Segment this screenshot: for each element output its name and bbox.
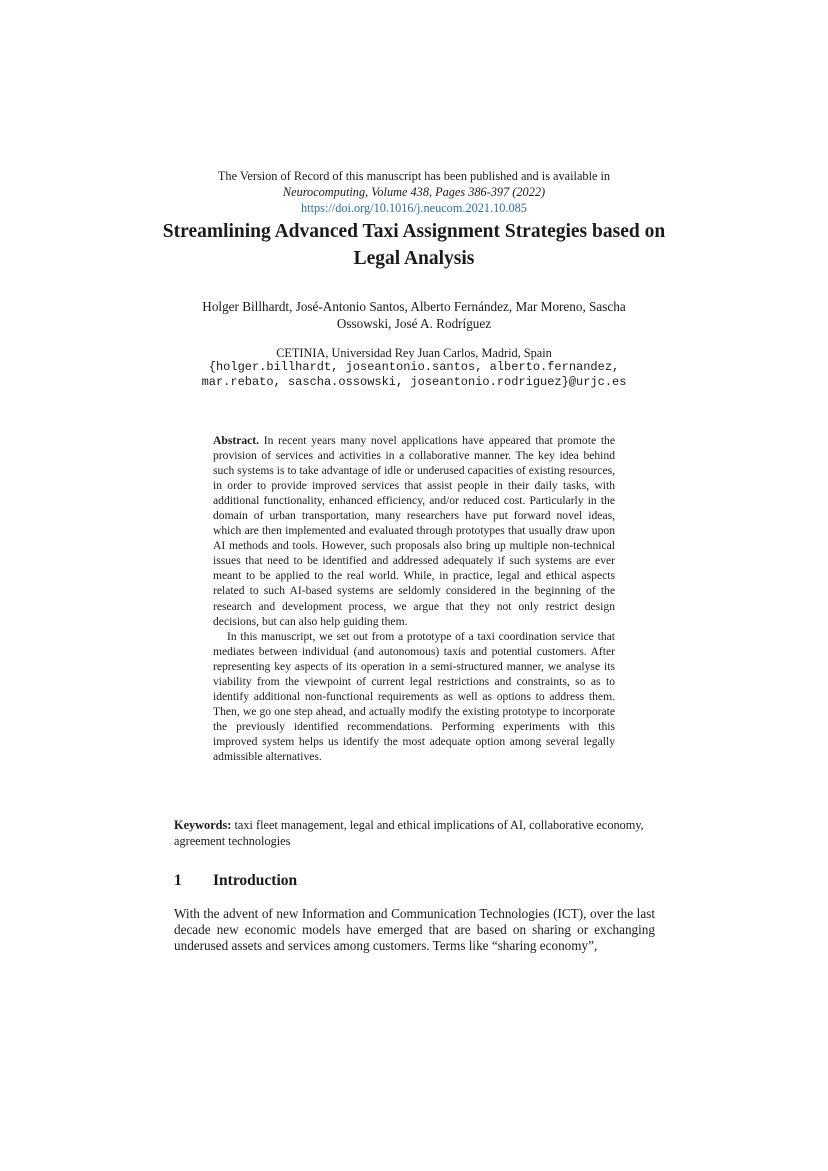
journal-reference: Neurocomputing, Volume 438, Pages 386-397 (2022) xyxy=(282,185,546,199)
keywords xyxy=(174,817,655,849)
publication-notice: The Version of Record of this manuscript has been published and is available in xyxy=(217,169,611,183)
doi-link[interactable]: https://doi.org/10.1016/j.neucom.2021.10.085 xyxy=(301,201,527,215)
keywords-label: Keywords: xyxy=(174,818,232,832)
abstract-paragraph-2: In this manuscript, we set out from a prototype of a taxi coordination service that mediates between individual (and autonomous) taxis and potential customers. After representing key aspects of its operation in a semi-structured manner, we analyse its viability from the viewpoint of current legal restrictions and constraints, so as to identify additional non-functional requirements as well as options to address them. Then, we go one step ahead, and actually modify the existing prototype to incorporate the previously identified recommendations. Performing experiments with this improved system helps us identify the most adequate option among several legally admissible alternatives. xyxy=(213,629,615,763)
section-title: Introduction xyxy=(213,872,298,889)
keywords-text: taxi fleet management, legal and ethical implications of AI, collaborative economy, agreement technologies xyxy=(174,818,644,848)
abstract-label: Abstract. xyxy=(213,434,260,447)
section-number: 1 xyxy=(174,872,182,889)
affiliation: CETINIA, Universidad Rey Juan Carlos, Madrid, Spain xyxy=(276,346,552,360)
introduction-paragraph: With the advent of new Information and Communication Technologies (ICT), over the last decade new economic models have emerged that are based on sharing or exchanging underused assets and services among customers. Terms like “sharing economy”, xyxy=(174,906,655,954)
paper-title: Streamlining Advanced Taxi Assignment Strategies based on Legal Analysis xyxy=(162,221,666,269)
section-heading xyxy=(174,871,297,891)
abstract-text-1: In recent years many novel applications have appeared that promote the provision of services and activities in a collaborative manner. The key idea behind such systems is to take advantage of idle or underused capacities of existing resources, in order to provide improved services that assist people in their daily tasks, with additional functionality, enhanced efficiency, and/or reduced cost. Particularly in the domain of urban transportation, many researchers have put forward novel ideas, which are then implemented and evaluated through prototypes that usually draw upon AI methods and tools. However, such proposals also bring up multiple non-technical issues that need to be identified and addressed adequately if such systems are ever meant to be applied to the real world. While, in practice, legal and ethical aspects related to such AI-based systems are seldomly considered in the beginning of the research and development process, we argue that they not only restrict design decisions, but can also help guiding them. xyxy=(213,434,615,628)
author-emails: {holger.billhardt, joseantonio.santos, alberto.fernandez, mar.rebato, sascha.ossowski, joseantonio.rodriguez}@urjc.es xyxy=(201,360,627,389)
author-list: Holger Billhardt, José-Antonio Santos, Alberto Fernández, Mar Moreno, Sascha Ossowski, José A. Rodríguez xyxy=(202,299,626,331)
abstract xyxy=(213,433,615,764)
abstract-paragraph-1 xyxy=(213,433,615,629)
